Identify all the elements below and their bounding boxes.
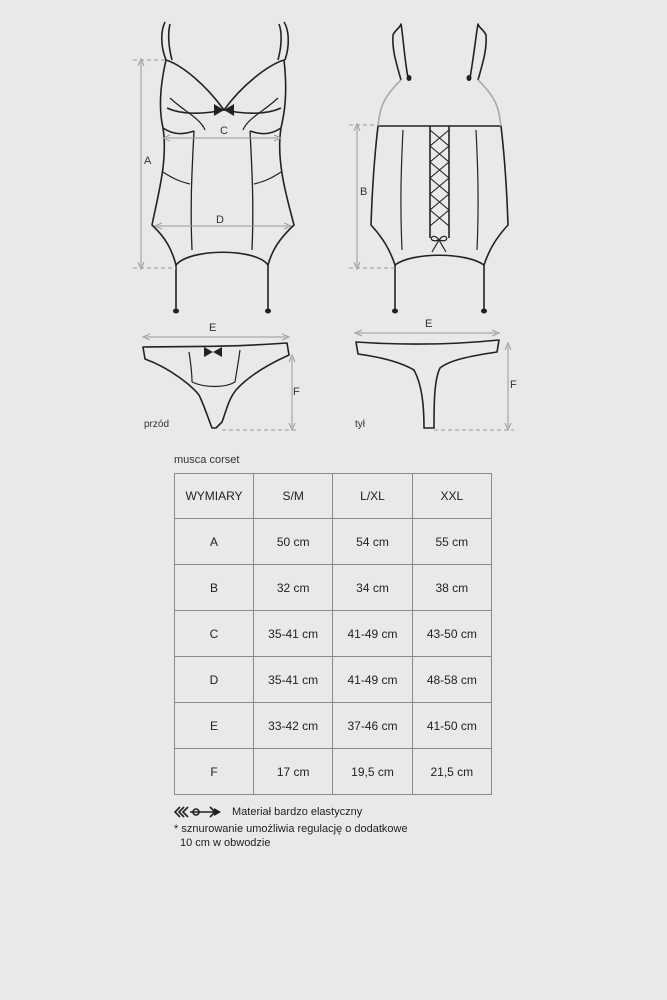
table-cell: 54 cm	[333, 519, 412, 565]
dim-label-a: A	[144, 155, 152, 167]
stretch-arrows-icon	[174, 806, 222, 818]
elastic-text: Materiał bardzo elastyczny	[232, 806, 363, 818]
front-corset	[152, 22, 294, 310]
table-cell: 43-50 cm	[412, 611, 491, 657]
lacing-note-line1: * sznurowanie umożliwia regulację o dodatkowe	[174, 823, 408, 835]
table-cell: 41-49 cm	[333, 657, 412, 703]
table-cell: 41-50 cm	[412, 703, 491, 749]
table-cell: 21,5 cm	[412, 749, 491, 795]
table-cell: 55 cm	[412, 519, 491, 565]
table-row	[175, 611, 492, 657]
dim-label-e-front: E	[209, 322, 217, 334]
table-header-row	[175, 474, 492, 519]
table-row	[175, 703, 492, 749]
garment-diagram	[0, 0, 667, 445]
row-label: D	[175, 657, 254, 703]
table-cell: 19,5 cm	[333, 749, 412, 795]
table-cell: 41-49 cm	[333, 611, 412, 657]
header-cell: XXL	[412, 474, 491, 519]
table-cell: 37-46 cm	[333, 703, 412, 749]
front-brief	[143, 343, 289, 428]
table-cell: 35-41 cm	[254, 611, 333, 657]
elastic-legend	[174, 806, 362, 818]
dim-label-f-front: F	[293, 386, 300, 398]
table-cell: 38 cm	[412, 565, 491, 611]
dim-label-e-back: E	[425, 318, 433, 330]
table-cell: 33-42 cm	[254, 703, 333, 749]
table-row	[175, 519, 492, 565]
table-cell: 32 cm	[254, 565, 333, 611]
back-corset	[371, 24, 508, 310]
row-label: E	[175, 703, 254, 749]
dim-label-b: B	[360, 186, 368, 198]
row-label: F	[175, 749, 254, 795]
back-brief	[356, 340, 499, 428]
table-row	[175, 749, 492, 795]
table-cell: 48-58 cm	[412, 657, 491, 703]
dim-label-c: C	[220, 125, 228, 137]
table-cell: 35-41 cm	[254, 657, 333, 703]
bow-icon	[214, 104, 234, 116]
lacing-note	[174, 822, 408, 850]
product-title: musca corset	[174, 454, 240, 466]
table-cell: 17 cm	[254, 749, 333, 795]
row-label: C	[175, 611, 254, 657]
table-cell: 50 cm	[254, 519, 333, 565]
row-label: B	[175, 565, 254, 611]
back-view-label: tył	[355, 419, 365, 430]
bow-icon	[204, 347, 222, 357]
table-row	[175, 657, 492, 703]
table-cell: 34 cm	[333, 565, 412, 611]
row-label: A	[175, 519, 254, 565]
header-cell: L/XL	[333, 474, 412, 519]
dim-label-d: D	[216, 214, 224, 226]
dim-label-f-back: F	[510, 379, 517, 391]
table-row	[175, 565, 492, 611]
header-cell: WYMIARY	[175, 474, 254, 519]
front-view-label: przód	[144, 419, 170, 430]
size-table	[174, 473, 492, 795]
lacing-note-line2: 10 cm w obwodzie	[180, 837, 271, 849]
header-cell: S/M	[254, 474, 333, 519]
